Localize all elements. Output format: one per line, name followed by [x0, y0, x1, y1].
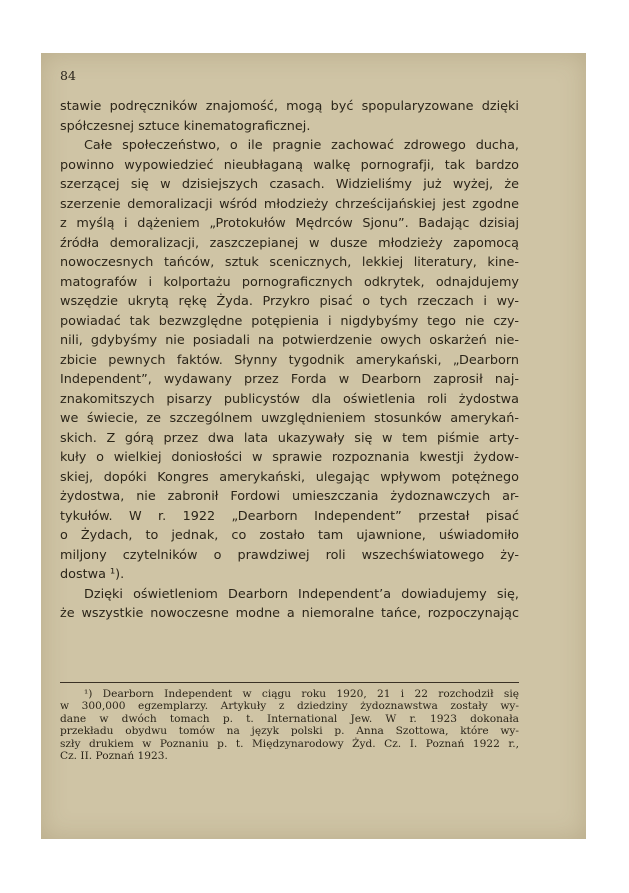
text-line: tykułów. W r. 1922 „Dearborn Independent” przestał pisać: [60, 508, 519, 524]
page-number: 84: [60, 68, 76, 83]
footnote-line: dane w dwóch tomach p. t. International Jew. W r. 1923 dokonała: [60, 712, 519, 725]
text-line: żydostwa, nie zabronił Fordowi umieszczania żydoznawczych ar-: [60, 489, 519, 504]
text-line: o Żydach, to jednak, co zostało tam ujawnione, uświadomiło: [60, 528, 519, 543]
text-line: Independent”, wydawany przez Forda w Dearborn zaprosił naj-: [60, 372, 519, 387]
text-line: miljony czytelników o prawdziwej roli wszechświatowego ży-: [60, 547, 519, 563]
text-line: wszędzie ukrytą rękę Żyda. Przykro pisać o tych rzeczach i wy-: [60, 294, 519, 309]
text-line: nili, gdybyśmy nie posiadali na potwierdzenie owych oskarżeń nie-: [60, 333, 519, 348]
footnote: [60, 688, 519, 762]
text-line: matografów i kolportażu pornograficznych odkrytek, odnajdujemy: [60, 274, 519, 290]
footnote-line: przekładu obydwu tomów na język polski p. Anna Szottowa, które wy-: [60, 725, 519, 738]
text-line: dostwa ¹).: [60, 567, 125, 582]
footnote-divider: [60, 682, 519, 683]
text-line: szerzenie demoralizacji wśród młodzieży chrześcijańskiej jest zgodne: [60, 196, 519, 212]
footnote-line: Cz. II. Poznań 1923.: [60, 750, 168, 763]
text-line: z myślą i dążeniem „Protokułów Mędrców Sjonu”. Badając dzisiaj: [60, 216, 519, 231]
text-line: szerzącej się w dzisiejszych czasach. Widzieliśmy już wyżej, że: [60, 177, 519, 192]
text-line: nowoczesnych tańców, sztuk scenicznych, lekkiej literatury, kine-: [60, 255, 519, 270]
text-line: powiadać tak bezwzględne potępienia i nigdybyśmy tego nie czy-: [60, 313, 519, 329]
footnote-line: ¹) Dearborn Independent w ciągu roku 1920, 21 i 22 rozchodził się: [84, 688, 519, 700]
text-line: że wszystkie nowoczesne modne a niemoralne tańce, rozpoczynając: [60, 606, 519, 621]
text-line: zbicie pewnych faktów. Słynny tygodnik amerykański, „Dearborn: [60, 352, 519, 368]
footnote-line: w 300,000 egzemplarzy. Artykuły z dziedziny żydoznawstwa zostały wy-: [60, 700, 519, 713]
body-text: [60, 97, 519, 624]
text-line: Dzięki oświetleniom Dearborn Independent’a dowiadujemy się,: [84, 586, 519, 602]
text-line: źródła demoralizacji, zaszczepianej w dusze młodzieży zapomocą: [60, 235, 519, 251]
text-line: Całe społeczeństwo, o ile pragnie zachować zdrowego ducha,: [84, 138, 519, 153]
text-line: spółczesnej sztuce kinematograficznej.: [60, 118, 311, 134]
text-line: znakomitszych pisarzy publicystów dla oświetlenia roli żydostwa: [60, 391, 519, 407]
text-line: skich. Z górą przez dwa lata ukazywały się w tem piśmie arty-: [60, 430, 519, 446]
text-line: skiej, dopóki Kongres amerykański, ulegając wpływom potężnego: [60, 469, 519, 485]
footnote-line: szły drukiem w Poznaniu p. t. Międzynarodowy Żyd. Cz. I. Poznań 1922 r.,: [60, 737, 519, 750]
text-line: kuły o wielkiej doniosłości w sprawie rozpoznania kwestji żydow-: [60, 450, 519, 465]
text-line: we świecie, ze szczególnem uwzględnieniem stosunków amerykań-: [60, 411, 519, 426]
text-line: powinno wypowiedzieć nieubłaganą walkę pornografji, tak bardzo: [60, 157, 519, 173]
text-line: stawie podręczników znajomość, mogą być spopularyzowane dzięki: [60, 99, 519, 114]
